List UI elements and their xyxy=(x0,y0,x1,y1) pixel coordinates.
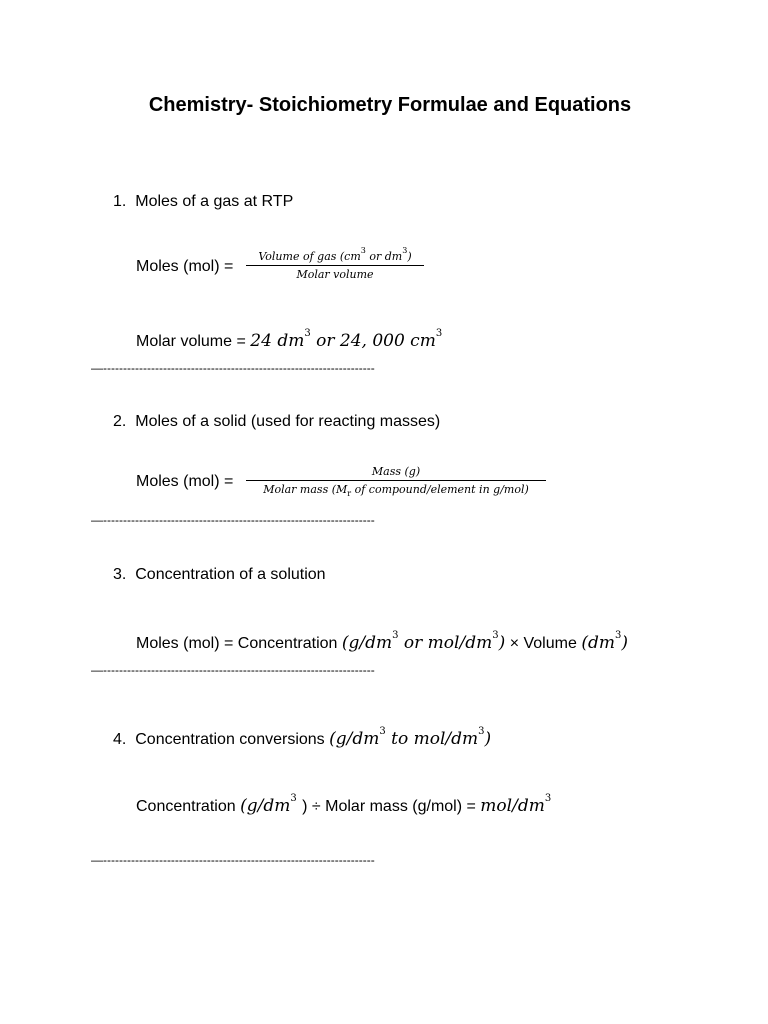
section-2-heading xyxy=(113,413,440,431)
page-title: Chemistry- Stoichiometry Formulae and Equations xyxy=(148,94,632,116)
section-2-fraction-denominator: Molar mass ($M_r$ of compound/element in g/mol) xyxy=(263,483,529,498)
volume-label: Volume xyxy=(523,635,577,652)
divider: —-------------------------------------------------------------------- xyxy=(91,361,375,375)
section-4-units: ($g/dm^3$ xyxy=(240,793,297,816)
section-1-equation-label: Moles (mol) = xyxy=(136,258,234,275)
close-paren: ) xyxy=(302,798,308,815)
section-4-title: Concentration conversions xyxy=(135,731,325,748)
section-3-equation-label: Moles (mol) = Concentration xyxy=(136,635,338,652)
section-2-fraction xyxy=(246,465,546,496)
section-4-number: 4. xyxy=(113,731,127,748)
divide-sign: ÷ xyxy=(311,798,321,815)
molar-mass-label: Molar mass (g/mol) = xyxy=(325,798,476,815)
divider: —-------------------------------------------------------------------- xyxy=(91,853,375,867)
section-4-equation xyxy=(136,793,552,816)
molar-volume-label: Molar volume = xyxy=(136,333,246,350)
section-1-heading xyxy=(113,193,293,211)
section-1-fraction xyxy=(246,246,424,281)
section-1-number: 1. xyxy=(113,193,127,210)
section-4-heading-expression: ($g/dm^3$ to mol/$dm^3$) xyxy=(329,726,492,749)
section-1-title: Moles of a gas at RTP xyxy=(135,193,294,210)
section-3-number: 3. xyxy=(113,566,127,583)
divider: —-------------------------------------------------------------------- xyxy=(91,513,375,527)
section-1-fraction-numerator: Volume of gas ($cm^3$ or $dm^3$) xyxy=(258,246,412,263)
section-3-heading xyxy=(113,566,326,584)
section-4-heading xyxy=(113,726,492,749)
molar-volume-expression: 24 $dm^3$ or 24, 000 $cm^3$ xyxy=(250,328,443,351)
section-2-title: Moles of a solid (used for reacting masses) xyxy=(135,413,441,430)
section-4-result: mol/$dm^3$ xyxy=(480,793,552,816)
volume-units: $(dm^3)$ xyxy=(581,630,628,653)
times-sign: × xyxy=(509,635,520,652)
section-1-fraction-denominator: Molar volume xyxy=(296,268,374,281)
section-1-line-2 xyxy=(136,328,443,351)
concentration-units: ($g/dm^3$ or mol/$dm^3$) xyxy=(341,630,506,653)
section-4-equation-label: Concentration xyxy=(136,798,236,815)
divider: —-------------------------------------------------------------------- xyxy=(91,663,375,677)
section-3-equation xyxy=(136,630,628,653)
section-3-title: Concentration of a solution xyxy=(135,566,326,583)
section-2-number: 2. xyxy=(113,413,127,430)
section-2-fraction-numerator: Mass (g) xyxy=(371,465,421,478)
section-2-equation-label: Moles (mol) = xyxy=(136,473,234,490)
